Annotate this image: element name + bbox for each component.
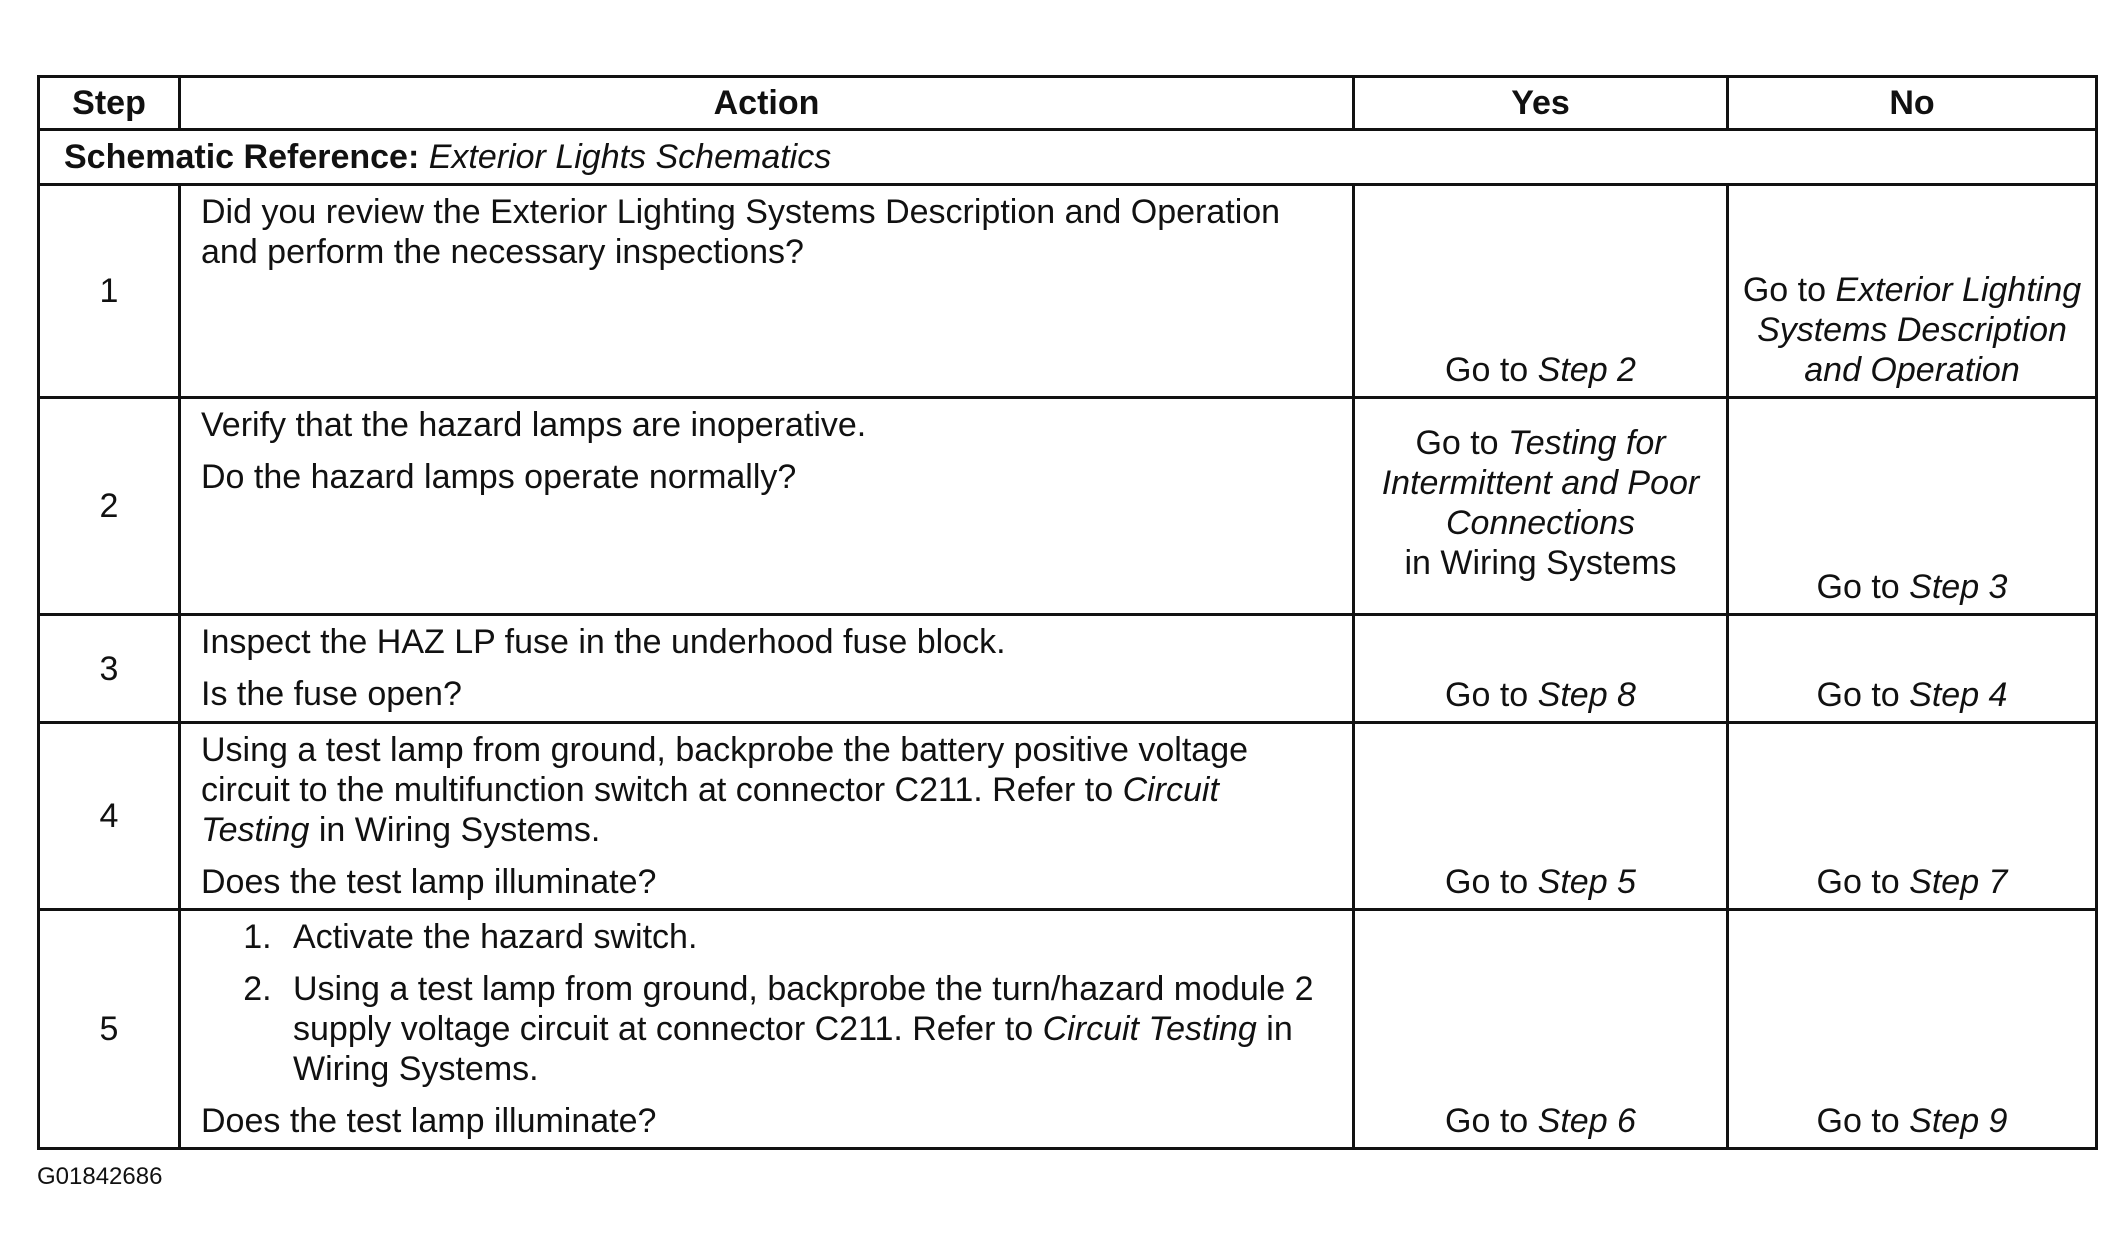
list-item — [281, 969, 1332, 1089]
action-text — [201, 730, 1332, 850]
header-step: Step — [39, 77, 180, 130]
action-question: Do the hazard lamps operate normally? — [201, 458, 797, 496]
action-list — [201, 917, 1332, 1089]
header-no: No — [1728, 77, 2097, 130]
yes-target[interactable]: Step 8 — [1537, 676, 1636, 714]
no-result[interactable] — [1728, 723, 2097, 910]
table-row — [39, 398, 2097, 615]
no-result[interactable] — [1728, 185, 2097, 398]
go-to-text: Go to — [1445, 1102, 1529, 1140]
step-number: 4 — [39, 723, 180, 910]
step-number: 5 — [39, 910, 180, 1149]
schematic-link[interactable]: Exterior Lights Schematics — [428, 138, 832, 176]
no-result[interactable] — [1728, 910, 2097, 1149]
yes-target[interactable]: Step 5 — [1537, 863, 1636, 901]
circuit-testing-link[interactable]: Circuit Testing — [1042, 1010, 1257, 1048]
go-to-text: Go to — [1816, 568, 1900, 606]
yes-result[interactable] — [1354, 185, 1728, 398]
go-to-text: Go to — [1816, 676, 1900, 714]
table-row — [39, 185, 2097, 398]
header-row — [39, 77, 2097, 130]
yes-target[interactable]: Step 2 — [1537, 351, 1636, 389]
action-text: Inspect the HAZ LP fuse in the underhood fuse block. — [201, 623, 1006, 661]
table-row — [39, 723, 2097, 910]
yes-result[interactable] — [1354, 723, 1728, 910]
action-cell — [180, 398, 1354, 615]
diagnostic-table — [37, 75, 2098, 1150]
action-text-pre: Using a test lamp from ground, backprobe the battery positive voltage circuit to the multifunction switch at connector C211. Refer to — [201, 731, 1249, 809]
table-row — [39, 615, 2097, 723]
yes-result[interactable] — [1354, 910, 1728, 1149]
action-text: Did you review the Exterior Lighting Systems Description and Operation and perform the necessary inspections? — [201, 193, 1281, 271]
no-result[interactable] — [1728, 615, 2097, 723]
action-cell — [180, 723, 1354, 910]
action-text: Verify that the hazard lamps are inoperative. — [201, 406, 867, 444]
go-to-text: Go to — [1445, 676, 1529, 714]
yes-target[interactable]: Testing for Intermittent and Poor Connections — [1381, 424, 1700, 542]
schematic-label: Schematic Reference: — [64, 138, 420, 176]
header-yes: Yes — [1354, 77, 1728, 130]
go-to-text: Go to — [1445, 863, 1529, 901]
action-question: Does the test lamp illuminate? — [201, 863, 657, 901]
no-target[interactable]: Step 9 — [1909, 1102, 2008, 1140]
no-target[interactable]: Exterior Lighting Systems Description and Operation — [1757, 271, 2082, 389]
schematic-row — [39, 130, 2097, 185]
table-row — [39, 910, 2097, 1149]
figure-id: G01842686 — [37, 1163, 163, 1190]
action-text-post: in Wiring Systems. — [318, 811, 601, 849]
yes-suffix: in Wiring Systems — [1404, 544, 1677, 582]
yes-target[interactable]: Step 6 — [1537, 1102, 1636, 1140]
step-number: 2 — [39, 398, 180, 615]
go-to-text: Go to — [1816, 863, 1900, 901]
item-text-post: in Wiring Systems. — [293, 1010, 1293, 1088]
action-question: Does the test lamp illuminate? — [201, 1102, 657, 1140]
yes-result[interactable] — [1354, 398, 1728, 615]
go-to-text: Go to — [1816, 1102, 1900, 1140]
action-question: Is the fuse open? — [201, 675, 462, 713]
no-target[interactable]: Step 3 — [1909, 568, 2008, 606]
list-item: 1. Activate the hazard switch. — [281, 917, 1332, 957]
action-cell — [180, 615, 1354, 723]
go-to-text: Go to — [1445, 351, 1529, 389]
step-number: 3 — [39, 615, 180, 723]
circuit-testing-link[interactable]: Circuit Testing — [201, 771, 1219, 849]
step-number: 1 — [39, 185, 180, 398]
yes-result[interactable] — [1354, 615, 1728, 723]
action-cell — [180, 910, 1354, 1149]
no-target[interactable]: Step 4 — [1909, 676, 2008, 714]
schematic-reference — [39, 130, 2097, 185]
go-to-text: Go to — [1742, 271, 1827, 309]
item-text-pre: Using a test lamp from ground, backprobe the turn/hazard module 2 supply voltage circuit at connector C211. Refer to — [293, 970, 1314, 1048]
action-cell — [180, 185, 1354, 398]
go-to-text: Go to — [1415, 424, 1499, 462]
no-target[interactable]: Step 7 — [1909, 863, 2008, 901]
header-action: Action — [180, 77, 1354, 130]
no-result[interactable] — [1728, 398, 2097, 615]
